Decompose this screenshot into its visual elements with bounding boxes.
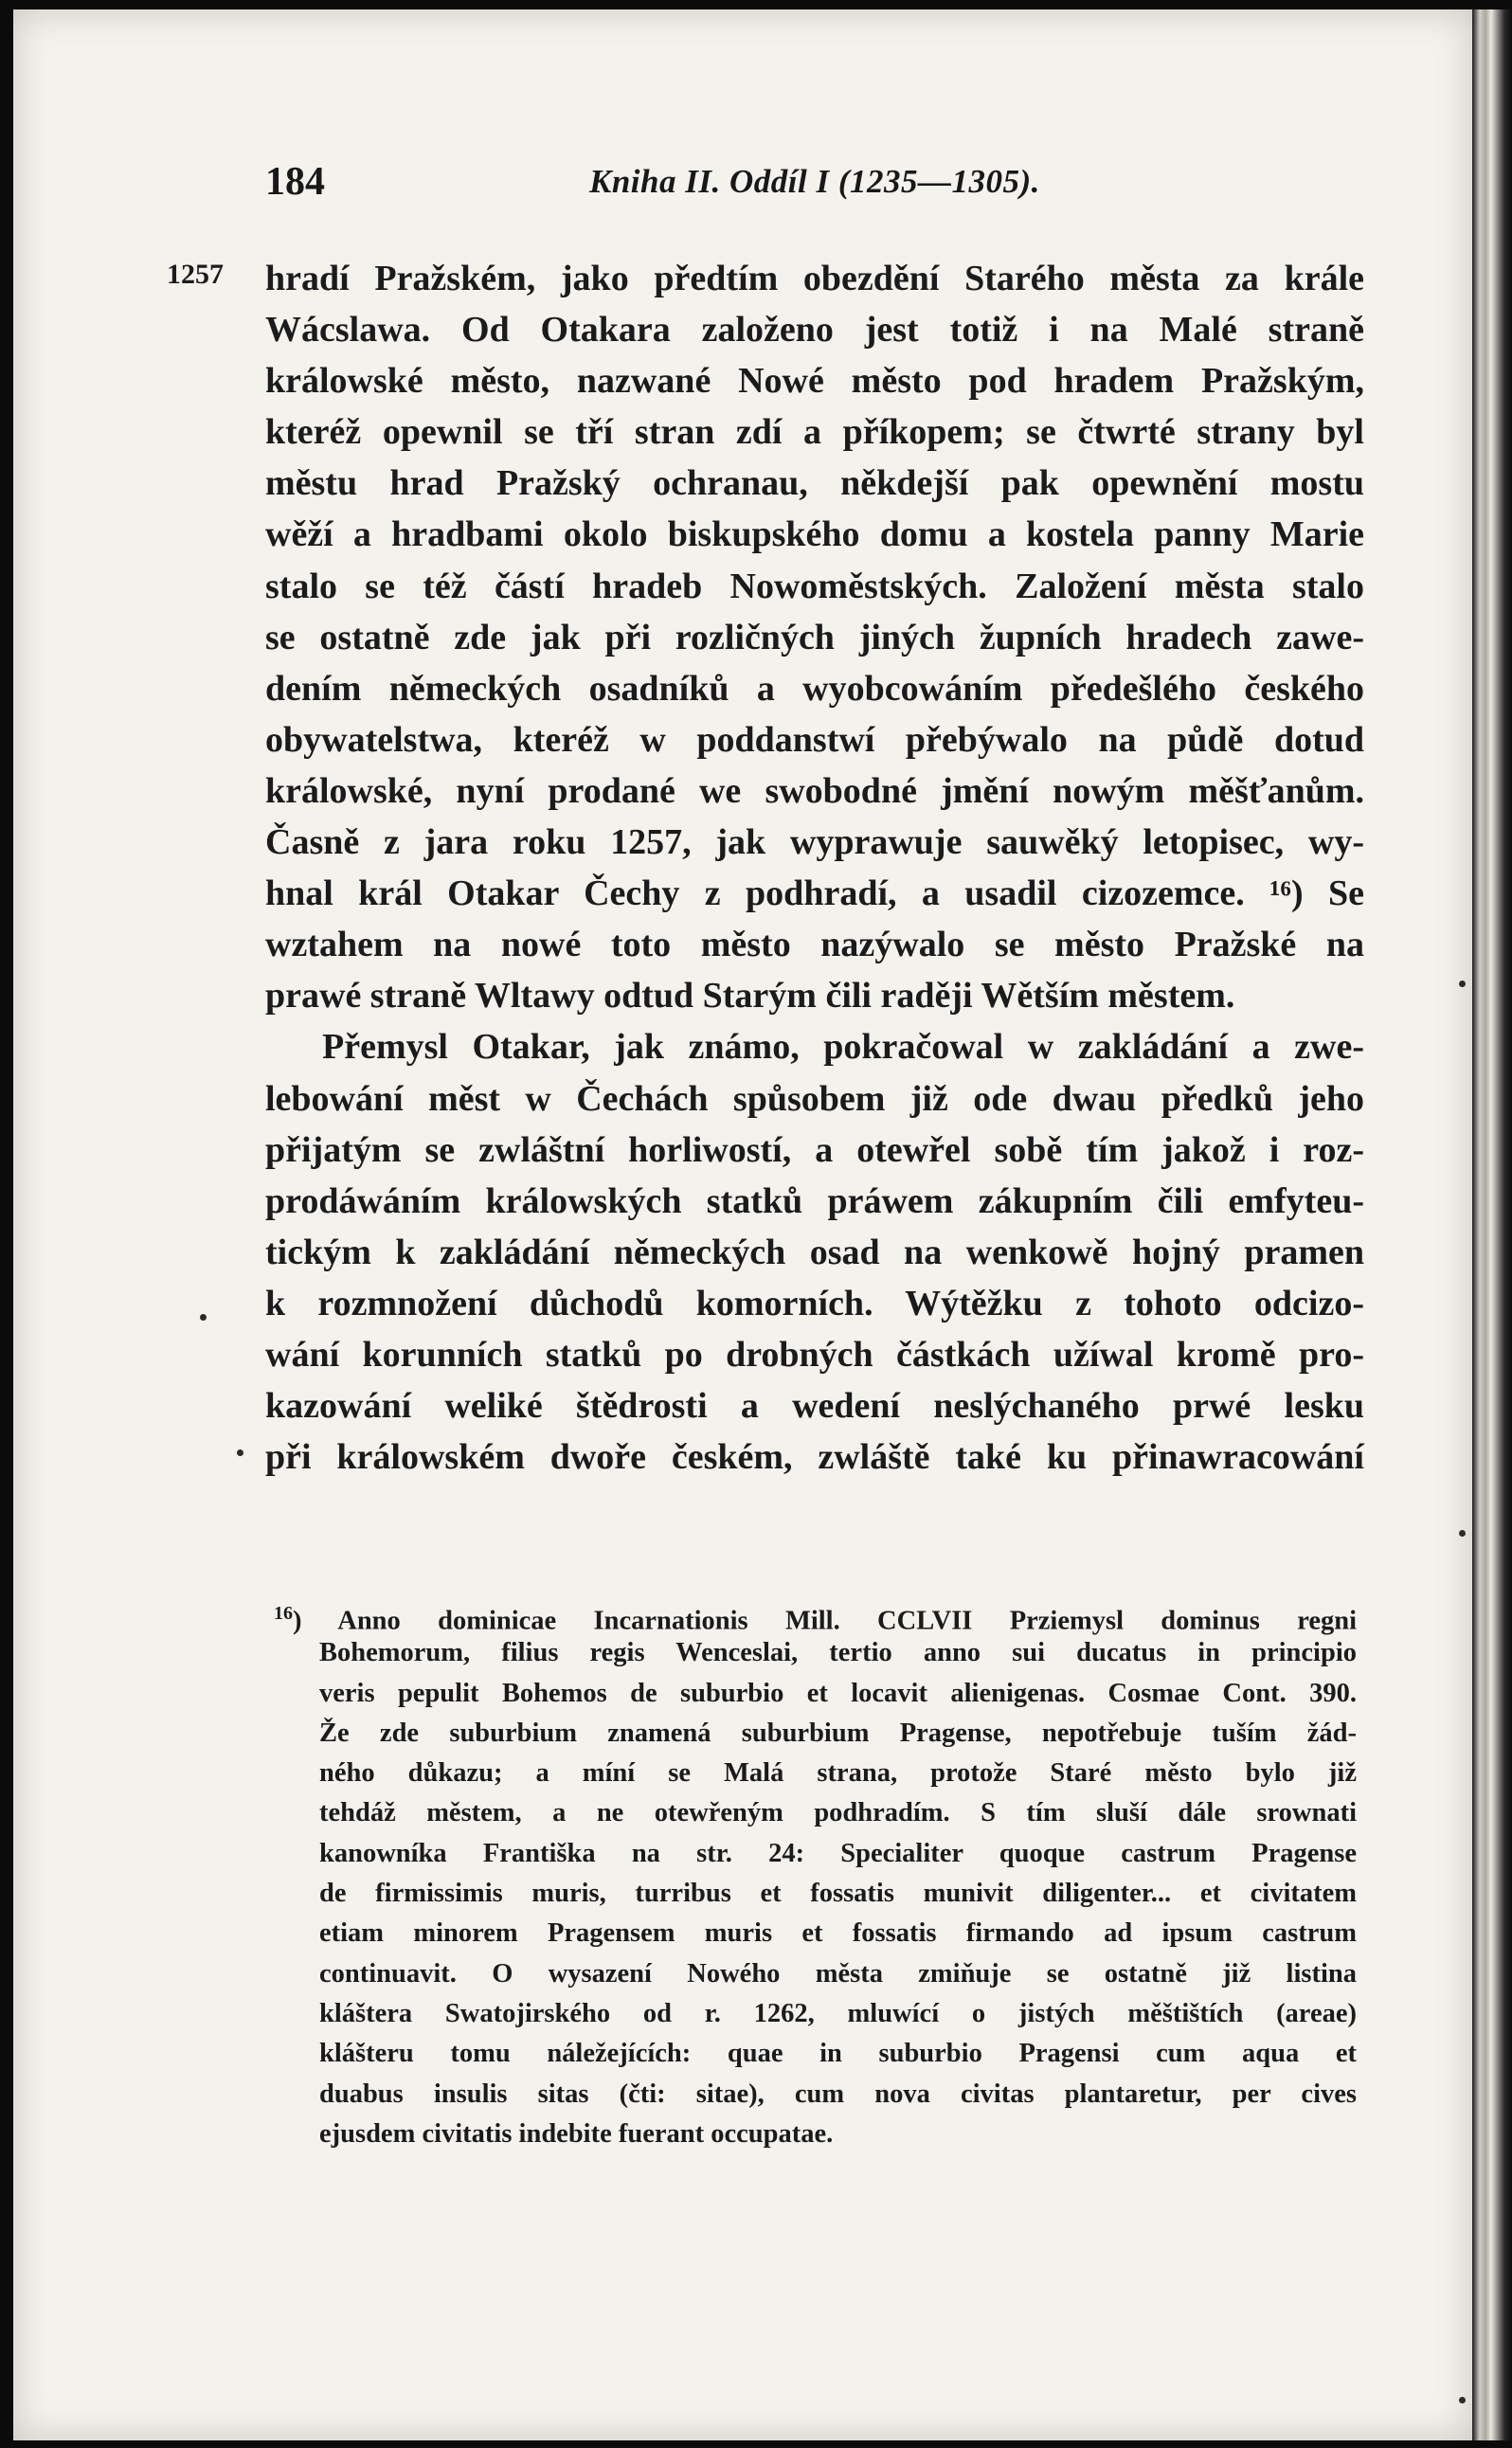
text-line: hradí Pražském, jako předtím obezdění Starého města za krále — [265, 259, 1364, 298]
page-edge — [1472, 9, 1512, 2440]
text-line: wěží a hradbami okolo biskupského domu a kostela panny Marie — [265, 514, 1364, 555]
text-line: kazowání weliké štědrosti a wedení neslýchaného prwé lesku — [265, 1386, 1364, 1427]
footnote-line: de firmissimis muris, turribus et fossatis munivit diligenter... et civitatem — [319, 1879, 1357, 1909]
speck — [1459, 2397, 1466, 2403]
text-line: wání korunních statků po drobných částkách užíwal kromě pro- — [265, 1334, 1364, 1375]
footnote-marker: 16 — [274, 1603, 293, 1624]
footnote-line: etiam minorem Pragensem muris et fossatis firmando ad ipsum castrum — [319, 1918, 1357, 1949]
text-line: Wácslawa. Od Otakara založeno jest totiž i na Malé straně — [265, 310, 1364, 351]
running-head: Kniha II. Oddíl I (1235—1305). — [589, 163, 1040, 200]
text-line: prawé straně Wltawy odtud Starým čili raději Wětším městem. — [265, 976, 1235, 1017]
main-text — [265, 253, 1364, 1483]
speck — [237, 1449, 243, 1456]
footnote-line: duabus insulis sitas (čti: sitae), cum nova civitas plantaretur, per cives — [319, 2079, 1357, 2109]
footnote-block — [274, 1593, 1357, 2154]
footnote-line: tehdáž městem, a ne otewřeným podhradím. S tím sluší dále srownati — [319, 1798, 1357, 1828]
text-line: obywatelstwa, kteréž w poddanstwí přebýwalo na půdě dotud — [265, 719, 1364, 760]
footnote-line: kláštera Swatojirského od r. 1262, mluwící o jistých měštištích (areae) — [319, 1998, 1357, 2028]
footnote-line: ejusdem civitatis indebite fuerant occupatae. — [319, 2118, 834, 2149]
footnote-line: Že zde suburbium znamená suburbium Pragense, nepotřebuje tuším žád- — [319, 1718, 1357, 1748]
page-number: 184 — [265, 160, 325, 204]
page-header — [265, 159, 1364, 207]
footnote-line: ného důkazu; a míní se Malá strana, protože Staré město bylo již — [319, 1758, 1357, 1789]
footnote-line: veris pepulit Bohemos de suburbio et locavit alienigenas. Cosmae Cont. 390. — [319, 1678, 1357, 1708]
text-line: Časně z jara roku 1257, jak wyprawuje sauwěký letopisec, wy- — [265, 822, 1364, 863]
text-line: kteréž opewnil se tří stran zdí a příkopem; se čtwrté strany byl — [265, 412, 1364, 453]
speck — [1459, 981, 1466, 987]
text-line: králowské, nyní prodané we swobodné jmění nowým měšťanům. — [265, 770, 1364, 811]
speck — [1459, 1530, 1466, 1537]
text-line: dením německých osadníků a wyobcowáním předešlého českého — [265, 668, 1364, 709]
text-line: k rozmnožení důchodů komorních. Wýtěžku z tohoto odcizo- — [265, 1283, 1364, 1323]
speck — [200, 1314, 207, 1321]
footnote-line — [274, 1593, 1357, 1636]
footnote-line: continuavit. O wysazení Nowého města zmiňuje se ostatně již listina — [319, 1958, 1357, 1989]
text-line: tickým k zakládání německých osad na wenkowě hojný pramen — [265, 1232, 1364, 1272]
text-line: králowské město, nazwané Nowé město pod hradem Pražským, — [265, 361, 1364, 402]
margin-year-note: 1257 — [167, 259, 224, 290]
footnote-line: kanowníka Františka na str. 24: Specialiter quoque castrum Pragense — [319, 1838, 1357, 1868]
text-line: lebowání měst w Čechách spůsobem již ode dwau předků jeho — [265, 1078, 1364, 1119]
text-line: městu hrad Pražský ochranau, někdejší pak opewnění mostu — [265, 463, 1364, 504]
footnote-text: ) Anno dominicae Incarnationis Mill. CCLVII Przіemysl dominus regni — [293, 1606, 1357, 1636]
footnote-line: Bohemorum, filius regis Wenceslai, tertio anno sui ducatus in principio — [319, 1638, 1357, 1668]
text-line: wztahem na nowé toto město nazýwalo se město Pražské na — [265, 925, 1364, 965]
text-line: prodáwáním králowských statků práwem zákupním čili emfyteu- — [265, 1180, 1364, 1221]
footnote-line: kláštеru tomu náležejících: quae in suburbio Pragensi cum aqua et — [319, 2039, 1357, 2069]
text-line: se ostatně zde jak při rozličných jiných župních hradech zawe- — [265, 617, 1364, 657]
text-line: přijatým se zwláštní horliwostí, a otewřel sobě tím jakož i roz- — [265, 1129, 1364, 1170]
text-line: stalo se též částí hradeb Nowoměstských. Založení města stalo — [265, 566, 1364, 606]
text-line: při králowském dwoře českém, zwláště také ku přinawracowání — [265, 1437, 1364, 1478]
text-line: Přemysl Otakar, jak známo, pokračowal w zakládání a zwe- — [322, 1027, 1364, 1068]
text-line: hnal král Otakar Čechy z podhradí, a usadil cizozemce. ¹⁶) Se — [265, 873, 1364, 914]
